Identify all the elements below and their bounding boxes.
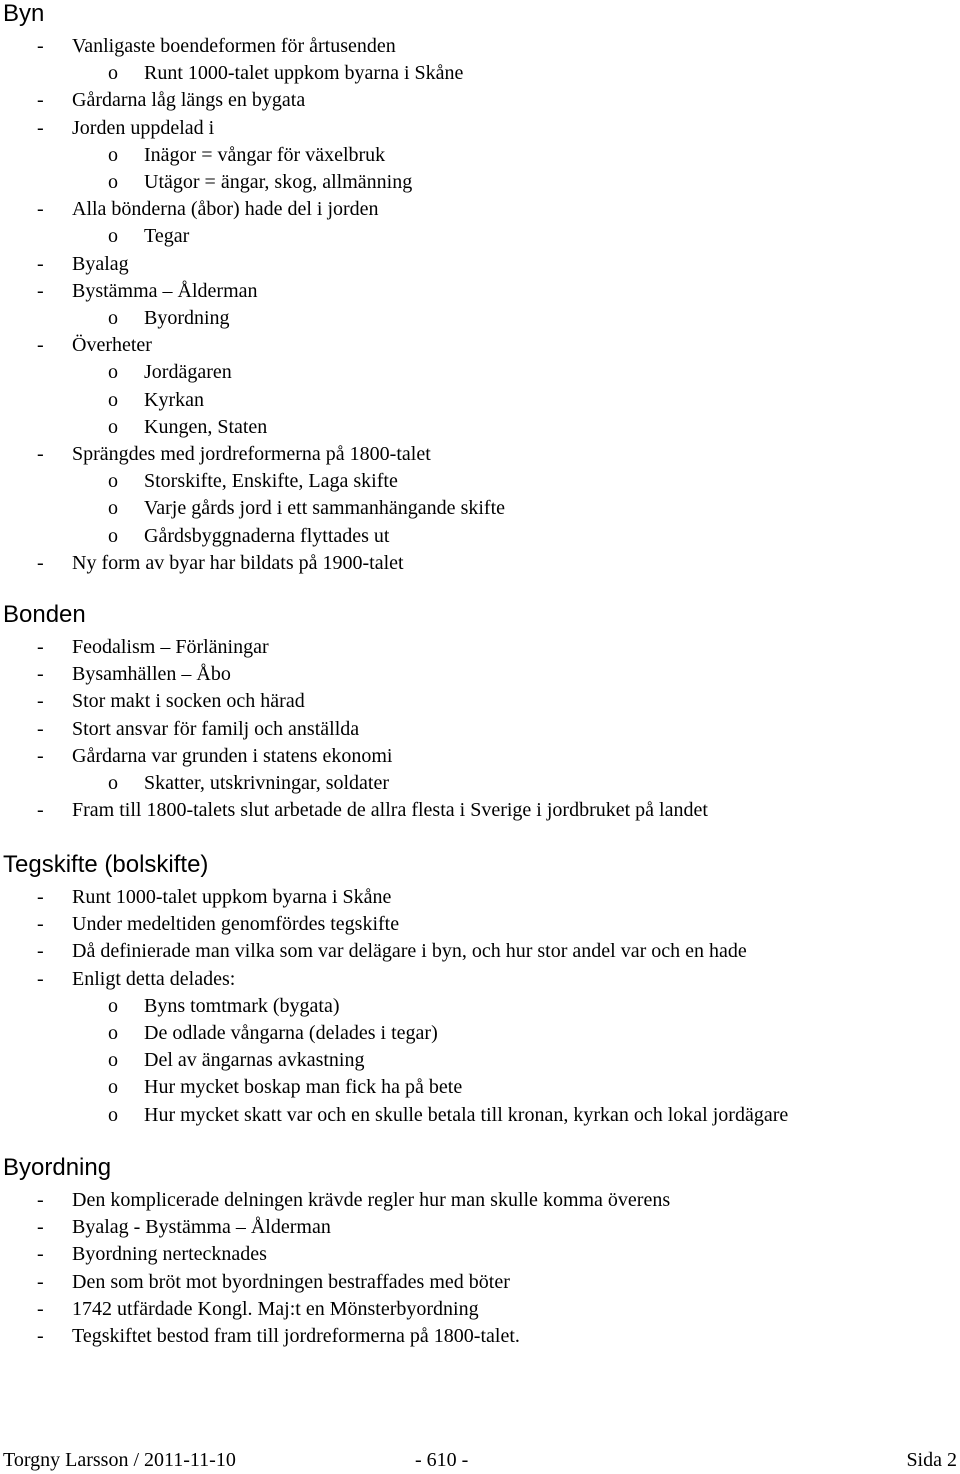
list-item-text: Hur mycket skatt var och en skulle betala till kronan, kyrkan och lokal jordägare xyxy=(144,1104,789,1126)
section-heading: Byn xyxy=(3,0,45,27)
circle-bullet: o xyxy=(108,307,118,329)
circle-bullet: o xyxy=(108,416,118,438)
circle-bullet: o xyxy=(108,144,118,166)
list-item-text: De odlade vångarna (delades i tegar) xyxy=(144,1022,438,1044)
list-item-text: Kyrkan xyxy=(144,389,204,411)
list-item-text: Byordning xyxy=(144,307,230,329)
list-item-text: Del av ängarnas avkastning xyxy=(144,1049,365,1071)
circle-bullet: o xyxy=(108,525,118,547)
circle-bullet: o xyxy=(108,389,118,411)
circle-bullet: o xyxy=(108,497,118,519)
dash-bullet: - xyxy=(37,1243,44,1265)
circle-bullet: o xyxy=(108,995,118,1017)
dash-bullet: - xyxy=(37,443,44,465)
dash-bullet: - xyxy=(37,968,44,990)
dash-bullet: - xyxy=(37,89,44,111)
circle-bullet: o xyxy=(108,772,118,794)
dash-bullet: - xyxy=(37,552,44,574)
dash-bullet: - xyxy=(37,745,44,767)
list-item-text: Stor makt i socken och härad xyxy=(72,690,305,712)
list-item-text: Tegar xyxy=(144,225,190,247)
list-item-text: Jorden uppdelad i xyxy=(72,117,215,139)
list-item-text: Bystämma – Ålderman xyxy=(72,280,258,302)
dash-bullet: - xyxy=(37,690,44,712)
list-item-text: Tegskiftet bestod fram till jordreformerna på 1800-talet. xyxy=(72,1325,520,1347)
section-heading: Byordning xyxy=(3,1154,112,1181)
circle-bullet: o xyxy=(108,225,118,247)
circle-bullet: o xyxy=(108,1049,118,1071)
list-item-text: Hur mycket boskap man fick ha på bete xyxy=(144,1076,463,1098)
list-item-text: Alla bönderna (åbor) hade del i jorden xyxy=(72,198,379,220)
page-footer xyxy=(0,1448,960,1474)
list-item-text: Då definierade man vilka som var delägare i byn, och hur stor andel var och en hade xyxy=(72,940,747,962)
footer-page-label: Sida 2 xyxy=(906,1449,957,1471)
list-item-text: Fram till 1800-talets slut arbetade de allra flesta i Sverige i jordbruket på landet xyxy=(72,799,708,821)
section-heading: Tegskifte (bolskifte) xyxy=(3,851,209,878)
list-item-text: Runt 1000-talet uppkom byarna i Skåne xyxy=(72,886,392,908)
circle-bullet: o xyxy=(108,470,118,492)
footer-page-number: - 610 - xyxy=(415,1449,469,1471)
section-heading: Bonden xyxy=(3,601,86,628)
dash-bullet: - xyxy=(37,1325,44,1347)
list-item-text: Ny form av byar har bildats på 1900-talet xyxy=(72,552,404,574)
list-item-text: Vanligaste boendeformen för årtusenden xyxy=(72,35,396,57)
dash-bullet: - xyxy=(37,663,44,685)
list-item-text: Sprängdes med jordreformerna på 1800-talet xyxy=(72,443,431,465)
list-item-text: 1742 utfärdade Kongl. Maj:t en Mönsterbyordning xyxy=(72,1298,479,1320)
list-item-text: Gårdarna låg längs en bygata xyxy=(72,89,306,111)
dash-bullet: - xyxy=(37,940,44,962)
list-item-text: Byalag - Bystämma – Ålderman xyxy=(72,1216,331,1238)
list-item-text: Kungen, Staten xyxy=(144,416,268,438)
dash-bullet: - xyxy=(37,198,44,220)
dash-bullet: - xyxy=(37,253,44,275)
list-item-text: Jordägaren xyxy=(144,361,232,383)
list-item-text: Inägor = vångar för växelbruk xyxy=(144,144,386,166)
list-item-text: Under medeltiden genomfördes tegskifte xyxy=(72,913,400,935)
dash-bullet: - xyxy=(37,636,44,658)
dash-bullet: - xyxy=(37,718,44,740)
dash-bullet: - xyxy=(37,799,44,821)
dash-bullet: - xyxy=(37,886,44,908)
list-item-text: Gårdarna var grunden i statens ekonomi xyxy=(72,745,393,767)
list-item-text: Enligt detta delades: xyxy=(72,968,236,990)
dash-bullet: - xyxy=(37,1298,44,1320)
dash-bullet: - xyxy=(37,35,44,57)
dash-bullet: - xyxy=(37,1189,44,1211)
dash-bullet: - xyxy=(37,280,44,302)
circle-bullet: o xyxy=(108,1022,118,1044)
circle-bullet: o xyxy=(108,361,118,383)
list-item-text: Storskifte, Enskifte, Laga skifte xyxy=(144,470,398,492)
circle-bullet: o xyxy=(108,62,118,84)
dash-bullet: - xyxy=(37,913,44,935)
list-item-text: Varje gårds jord i ett sammanhängande skifte xyxy=(144,497,505,519)
list-item-text: Runt 1000-talet uppkom byarna i Skåne xyxy=(144,62,464,84)
list-item-text: Byns tomtmark (bygata) xyxy=(144,995,340,1017)
dash-bullet: - xyxy=(37,334,44,356)
list-item-text: Överheter xyxy=(72,334,152,356)
list-item-text: Utägor = ängar, skog, allmänning xyxy=(144,171,413,193)
list-item-text: Den som bröt mot byordningen bestraffades med böter xyxy=(72,1271,510,1293)
dash-bullet: - xyxy=(37,117,44,139)
list-item-text: Byordning nertecknades xyxy=(72,1243,267,1265)
list-item-text: Bysamhällen – Åbo xyxy=(72,663,231,685)
circle-bullet: o xyxy=(108,1104,118,1126)
list-item-text: Stort ansvar för familj och anställda xyxy=(72,718,360,740)
list-item-text: Gårdsbyggnaderna flyttades ut xyxy=(144,525,390,547)
dash-bullet: - xyxy=(37,1271,44,1293)
circle-bullet: o xyxy=(108,171,118,193)
footer-author-date: Torgny Larsson / 2011-11-10 xyxy=(3,1449,236,1471)
dash-bullet: - xyxy=(37,1216,44,1238)
list-item-text: Den komplicerade delningen krävde regler hur man skulle komma överens xyxy=(72,1189,671,1211)
list-item-text: Byalag xyxy=(72,253,129,275)
list-item-text: Feodalism – Förläningar xyxy=(72,636,269,658)
circle-bullet: o xyxy=(108,1076,118,1098)
list-item-text: Skatter, utskrivningar, soldater xyxy=(144,772,390,794)
